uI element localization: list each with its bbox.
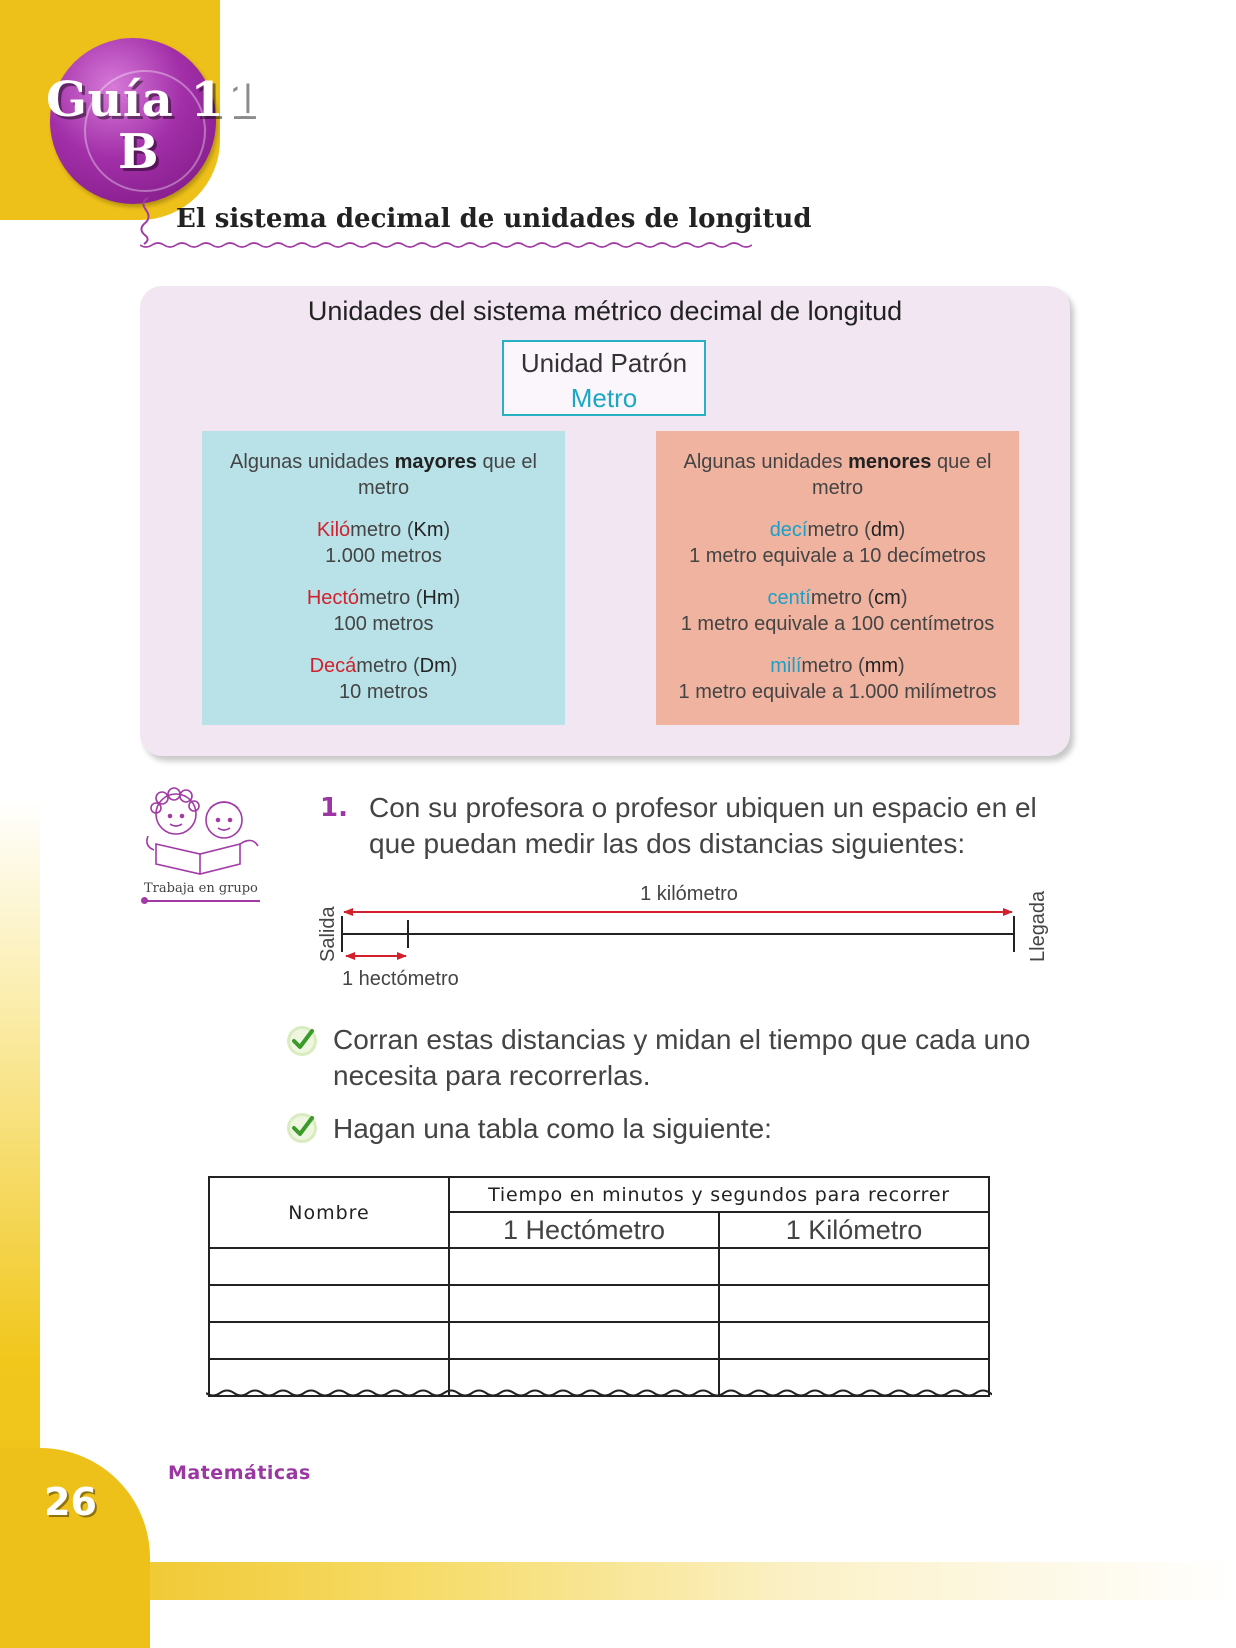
hectometer-label: 1 hectómetro [342, 968, 459, 990]
unit-prefix: Decá [309, 655, 357, 677]
instruction-bullet: Hagan una tabla como la siguiente: [333, 1113, 772, 1144]
bottom-corner-decoration [0, 1448, 150, 1648]
unit-name: metro ( [801, 655, 865, 677]
page-title: El sistema decimal de unidades de longitud [176, 204, 812, 234]
unit-prefix: centí [767, 587, 811, 609]
table-cell [719, 1248, 989, 1285]
unit-abbreviation: mm [864, 655, 899, 677]
unit-name: metro ( [807, 519, 871, 541]
unit-abbreviation: Km [413, 519, 444, 541]
unit-paren: ) [898, 655, 905, 677]
standard-unit-box [502, 340, 706, 416]
table-cell [449, 1322, 719, 1359]
heading-emphasis: menores [848, 451, 932, 473]
guide-letter: B [118, 124, 159, 180]
unit-paren: ) [898, 519, 906, 541]
table-row [209, 1285, 989, 1322]
unit-entry-hectometer [202, 585, 565, 637]
smaller-units-column [656, 431, 1019, 725]
unit-equivalence: 100 metros [333, 613, 434, 635]
unit-equivalence: 1 metro equivale a 100 centímetros [680, 613, 995, 635]
time-group-header: Tiempo en minutos y segundos para recorrer [449, 1177, 989, 1212]
checkmark-icon [286, 1025, 318, 1057]
page-number: 26 [44, 1480, 97, 1524]
left-decorative-band [0, 0, 40, 1600]
unit-entry-kilometer [202, 517, 565, 569]
table-cell [209, 1285, 449, 1322]
heading-text: que el metro [357, 451, 537, 499]
kilometer-label: 1 kilómetro [640, 883, 738, 905]
instruction-bullet: Corran estas distancias y midan el tiempo que cada uno necesita para recorrerlas. [333, 1024, 1031, 1091]
table-row [209, 1322, 989, 1359]
unit-name: metro ( [356, 655, 420, 677]
checkmark-icon [286, 1112, 318, 1144]
unit-prefix: milí [770, 655, 802, 677]
unit-paren: ) [453, 587, 461, 609]
bottom-decorative-band [0, 1562, 1236, 1600]
timing-table [208, 1176, 990, 1397]
table-torn-edge [206, 1386, 992, 1400]
table-cell [719, 1322, 989, 1359]
unit-equivalence: 1 metro equivale a 1.000 milímetros [678, 681, 997, 703]
title-bracket-decoration [138, 196, 152, 246]
exercise-number: 1. [320, 793, 348, 823]
table-cell [449, 1248, 719, 1285]
heading-emphasis: mayores [394, 451, 477, 473]
distance-diagram [300, 876, 1060, 996]
unit-prefix: decí [769, 519, 808, 541]
start-label: Salida [317, 906, 339, 962]
standard-unit-label: Unidad Patrón [520, 348, 688, 378]
hectometer-column-header: 1 Hectómetro [449, 1212, 719, 1248]
heading-text: Algunas unidades [230, 451, 395, 473]
subject-label: Matemáticas [168, 1462, 311, 1484]
end-label: Llegada [1027, 890, 1049, 962]
group-work-underline [144, 900, 260, 902]
table-cell [719, 1285, 989, 1322]
heading-text: Algunas unidades [683, 451, 849, 473]
greater-units-heading [202, 449, 565, 501]
unit-abbreviation: Hm [422, 587, 454, 609]
unit-entry-millimeter [656, 653, 1019, 705]
unit-equivalence: 1.000 metros [325, 545, 442, 567]
kilometer-column-header: 1 Kilómetro [719, 1212, 989, 1248]
table-row [209, 1248, 989, 1285]
unit-equivalence: 10 metros [339, 681, 428, 703]
unit-entry-decimeter [656, 517, 1019, 569]
guide-number: Guía 11 [46, 72, 259, 128]
unit-equivalence: 1 metro equivale a 10 decímetros [689, 545, 986, 567]
exercise-instructions: Con su profesora o profesor ubiquen un espacio en el que puedan medir las dos distancias siguientes: [369, 792, 1037, 859]
name-column-header: Nombre [209, 1177, 449, 1248]
group-work-dot [141, 897, 148, 904]
unit-name: metro ( [810, 587, 875, 609]
table-cell [449, 1285, 719, 1322]
unit-entry-decameter [202, 653, 565, 705]
unit-entry-centimeter [656, 585, 1019, 637]
unit-prefix: Hectó [306, 587, 360, 609]
table-cell [209, 1322, 449, 1359]
group-work-label: Trabaja en grupo [144, 881, 258, 896]
unit-prefix: Kiló [316, 519, 351, 541]
standard-unit-name: Metro [570, 383, 638, 413]
unit-name: metro ( [350, 519, 414, 541]
unit-abbreviation: dm [870, 519, 899, 541]
group-work-icon [140, 786, 264, 880]
title-underline-wave [140, 240, 752, 250]
table-cell [209, 1248, 449, 1285]
unit-paren: ) [450, 655, 458, 677]
panel-title: Unidades del sistema métrico decimal de longitud [307, 296, 903, 326]
unit-abbreviation: Dm [419, 655, 451, 677]
greater-units-column [202, 431, 565, 725]
heading-text: que el metro [811, 451, 992, 499]
unit-paren: ) [443, 519, 451, 541]
unit-abbreviation: cm [874, 587, 901, 609]
unit-name: metro ( [359, 587, 423, 609]
smaller-units-heading [656, 449, 1019, 501]
unit-paren: ) [900, 587, 908, 609]
